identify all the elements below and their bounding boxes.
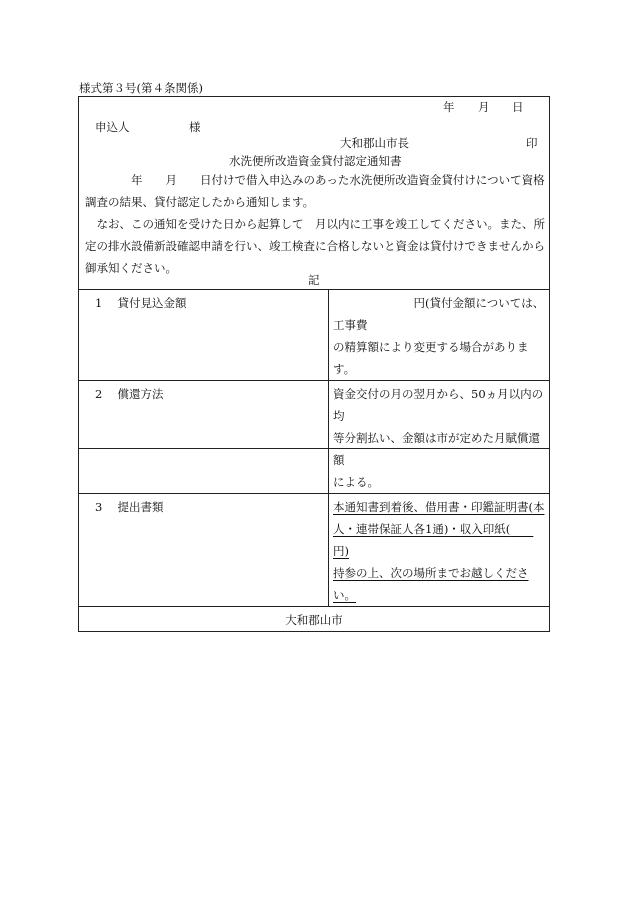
row-label-cell: [79, 290, 329, 381]
row-number: 3: [95, 500, 103, 514]
row-label-cell: [79, 494, 329, 607]
form-number: 様式第３号(第４条関係): [79, 81, 203, 95]
row-label: 提出書類: [117, 500, 164, 514]
row-number: 1: [95, 296, 103, 310]
row-content-line: の精算額により変更する場合があります。: [333, 340, 529, 376]
footer-row: [79, 607, 550, 632]
date-day-label: 日: [512, 100, 524, 114]
row-content-line: 等分割払い、金額は市が定めた月賦償還額: [333, 431, 540, 467]
footer-cell: 大和郡山市: [79, 607, 550, 632]
row-label: 償還方法: [117, 387, 164, 401]
paragraph-2: なお、この通知を受けた日から起算して 月以内に工事を竣工してください。また、所定の排水設備新設確認申請を行い、竣工検査に合格しないと資金は貸付けできませんから御承知ください。: [85, 217, 545, 275]
seal-mark: 印: [526, 136, 538, 150]
date-year-label: 年: [443, 100, 455, 114]
notice-body: [85, 169, 547, 279]
applicant-honorific: 様: [189, 120, 201, 134]
document-title: 水洗便所改造資金貸付認定通知書: [229, 154, 402, 168]
row-content-line: 人・連帯保証人各1通)・収入印紙( 円): [333, 522, 534, 558]
table-row: [79, 494, 550, 607]
row-content-line: 円(貸付金額については、工事費: [333, 296, 545, 332]
applicant-label: 申込人: [95, 120, 130, 134]
row-content-line: による。: [333, 475, 379, 489]
row-label: 貸付見込金額: [117, 296, 187, 310]
notice-document: [78, 96, 550, 627]
row-content-cell: [329, 381, 550, 494]
paragraph-1: 年 月 日付けで借入申込みのあった水洗便所改造資金貸付けについて資格調査の結果、貸付認定したから通知します。: [85, 173, 545, 209]
row-content-cell: [329, 494, 550, 607]
row-content-line: 持参の上、次の場所までお越しください。: [333, 566, 529, 602]
row-label-cell: [79, 381, 329, 494]
row-content-cell: [329, 290, 550, 381]
details-table: [78, 289, 550, 632]
date-month-label: 月: [478, 100, 490, 114]
row-number: 2: [95, 387, 103, 401]
row-content-line: 資金交付の月の翌月から、50ヵ月以内の均: [333, 387, 544, 423]
table-row: [79, 290, 550, 381]
issuer-name: 大和郡山市長: [340, 136, 409, 150]
table-row: [79, 381, 550, 494]
ki-marker: 記: [308, 273, 320, 287]
row-content-line: 本通知書到着後、借用書・印鑑証明書(本: [333, 500, 545, 514]
